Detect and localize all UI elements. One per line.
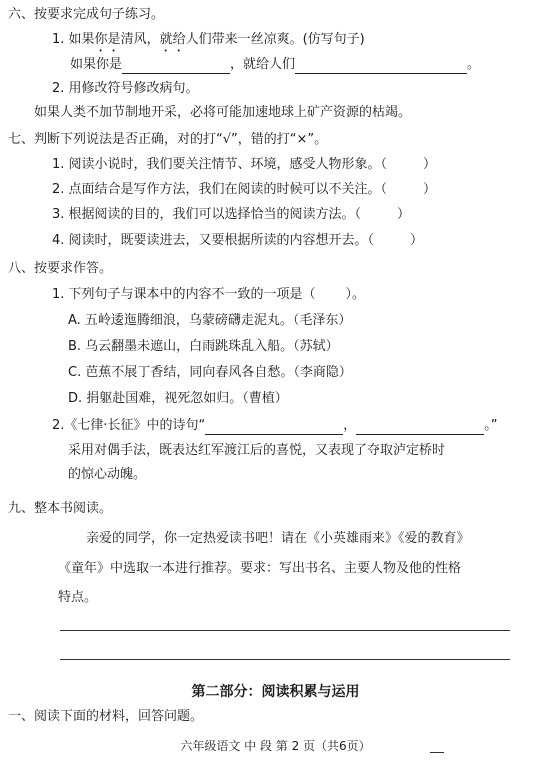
s6-q2: 2. 用修改符号修改病句。: [52, 81, 199, 96]
blank-3[interactable]: [205, 420, 343, 435]
s7-item-3: 3. 根据阅读的目的，我们可以选择恰当的阅读方法。（ ）: [52, 207, 411, 222]
s8-q1: 1. 下列句子与课本中的内容不一致的一项是（ ）。: [52, 287, 366, 302]
s8-opt-a: A. 五岭逶迤腾细浪，乌蒙磅礴走泥丸。（毛泽东）: [68, 313, 352, 328]
section-8-title: 八、按要求作答。: [8, 261, 113, 276]
s8-opt-d: D. 捐躯赴国难，视死忽如归。（曹植）: [68, 391, 288, 406]
blank-4[interactable]: [356, 420, 484, 435]
s6-q2-text: 如果人类不加节制地开采，必将可能加速地球上矿产资源的枯竭。: [34, 105, 412, 120]
footer-dash: [430, 752, 444, 753]
part-2-q1: 一、阅读下面的材料，回答问题。: [8, 709, 204, 724]
section-7-title: 七、判断下列说法是否正确，对的打“√”，错的打“×”。: [8, 132, 328, 147]
s9-para-1: 亲爱的同学，你一定热爱读书吧！请在《小英雄雨来》《爱的教育》: [86, 531, 470, 546]
s9-para-3: 特点。: [58, 590, 98, 605]
s7-item-2: 2. 点面结合是写作方法，我们在阅读的时候可以不关注。（ ）: [52, 182, 437, 197]
s7-item-1: 1. 阅读小说时，我们要关注情节、环境，感受人物形象。（ ）: [52, 157, 437, 172]
part-2-title: 第二部分：阅读积累与运用: [191, 684, 360, 700]
s8-q2-line3: 的惊心动魄。: [68, 467, 147, 482]
blank-1[interactable]: [122, 59, 230, 74]
s8-q2: 2.《七律·长征》中的诗句“ ， 。”: [52, 418, 498, 433]
s7-item-4: 4. 阅读时，既要读进去，又要根据所读的内容想开去。（ ）: [52, 233, 424, 248]
section-9-title: 九、整本书阅读。: [8, 501, 113, 516]
page-footer: 六年级语文 中 段 第 2 页（共6页）: [180, 739, 371, 753]
s6-q1-fill: 如果你是 ，就给人们 。: [70, 57, 481, 72]
s8-q2-line2: 采用对偶手法，既表达红军渡江后的喜悦，又表现了夺取泸定桥时: [68, 443, 446, 458]
answer-line-1[interactable]: [60, 630, 510, 631]
section-6-title: 六、按要求完成句子练习。: [8, 7, 165, 22]
s6-q1: 1. 如果你是清风，就给人们带来一丝凉爽。(仿写句子): [52, 32, 365, 47]
s8-opt-b: B. 乌云翻墨未遮山，白雨跳珠乱入船。（苏轼）: [68, 339, 339, 354]
answer-line-2[interactable]: [60, 659, 510, 660]
s8-opt-c: C. 芭蕉不展丁香结，同向春风各自愁。（李商隐）: [68, 365, 352, 380]
blank-2[interactable]: [295, 59, 467, 74]
s9-para-2: 《童年》中选取一本进行推荐。要求：写出书名、主要人物及他的性格: [58, 561, 462, 576]
